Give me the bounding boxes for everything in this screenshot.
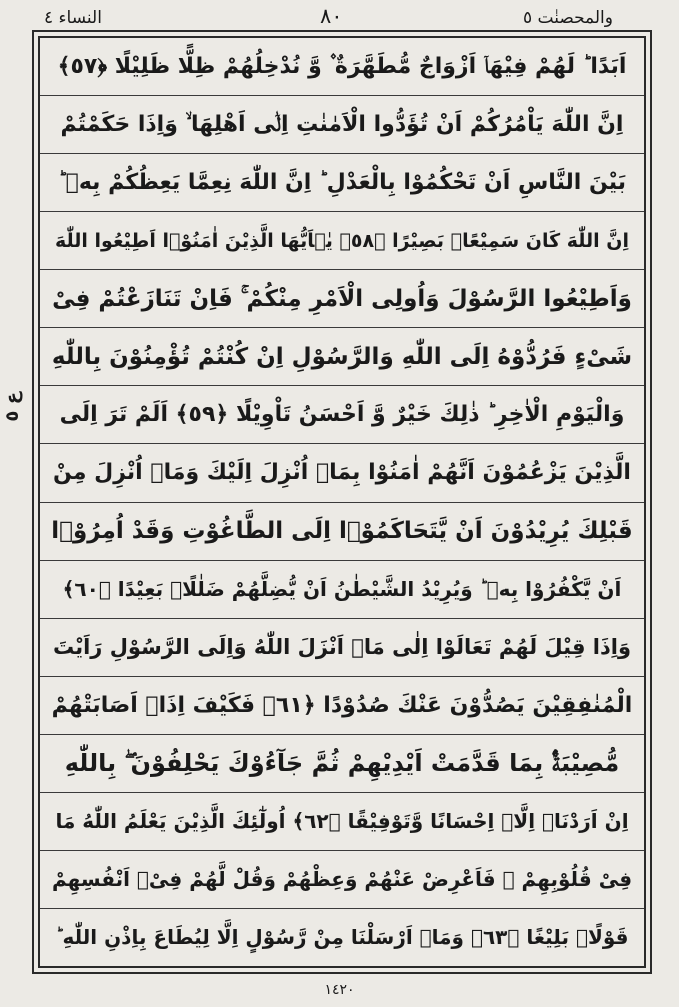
ruku-marker: ع ٥: [2, 392, 23, 422]
text-line: اِنْ اَرَدْنَاۤ اِلَّاۤ اِحْسَانًا وَّتَوْفِيْقًا ﴿٦٢﴾ اُولٰٓئِكَ الَّذِيْنَ يَعْلَمُ اللّٰهُ مَا: [40, 793, 644, 851]
text-line: مُّصِيْبَةٌۢ بِمَا قَدَّمَتْ اَيْدِيْهِمْ ثُمَّ جَآءُوْكَ يَحْلِفُوْنَ ۖ بِاللّٰهِ: [40, 735, 644, 793]
page-header: [0, 4, 679, 32]
text-line: وَالْيَوْمِ الْاٰخِرِ ؕ ذٰلِكَ خَيْرٌ وَّ اَحْسَنُ تَاْوِيْلًا ﴿٥٩﴾ اَلَمْ تَرَ اِلَى: [40, 386, 644, 444]
text-line: الْمُنٰفِقِيْنَ يَصُدُّوْنَ عَنْكَ صُدُوْدًا ﴿٦١﴾ فَكَيْفَ اِذَاۤ اَصَابَتْهُمْ: [40, 677, 644, 735]
juz-name-header: والمحصنٰت ٥: [522, 8, 613, 28]
text-line: شَىْءٍ فَرُدُّوْهُ اِلَى اللّٰهِ وَالرَّسُوْلِ اِنْ كُنْتُمْ تُؤْمِنُوْنَ بِاللّٰهِ: [40, 328, 644, 386]
text-line: قَوْلًاۢ بَلِيْغًا ﴿٦٣﴾ وَمَاۤ اَرْسَلْنَا مِنْ رَّسُوْلٍ اِلَّا لِيُطَاعَ بِاِذْنِ اللّٰهِ ؕ: [55, 925, 629, 950]
text-line: فِىْ قُلُوْبِهِمْ ۗ فَاَعْرِضْ عَنْهُمْ وَعِظْهُمْ وَقُلْ لَّهُمْ فِىْۤ اَنْفُسِهِمْ: [40, 851, 644, 909]
text-line: وَاَطِيْعُوا الرَّسُوْلَ وَاُولِى الْاَمْرِ مِنْكُمْ ۚ فَاِنْ تَنَازَعْتُمْ فِىْ: [40, 270, 644, 328]
page-number: ٨٠: [320, 4, 343, 28]
text-line: اَبَدًا ؕ لَهُمْ فِيْهَاۤ اَزْوَاجٌ مُّطَهَّرَةٌ ۫ وَّ نُدْخِلُهُمْ ظِلًّا ظَلِيْلًا ﴿٥٧﴾: [40, 38, 644, 96]
footer-number: ١٤٢٠: [324, 982, 355, 998]
text-line: اِنَّ اللّٰهَ كَانَ سَمِيْعًاۢ بَصِيْرًا ﴿٥٨﴾ يٰۤاَيُّهَا الَّذِيْنَ اٰمَنُوْۤا اَطِيْعُوا اللّٰهَ: [40, 212, 644, 270]
text-block: [38, 36, 646, 968]
text-line: وَاِذَا قِيْلَ لَهُمْ تَعَالَوْا اِلٰى مَاۤ اَنْزَلَ اللّٰهُ وَاِلَى الرَّسُوْلِ رَاَيْتَ: [40, 619, 644, 677]
surah-name-header: النساء ٤: [44, 8, 102, 28]
text-line: اِنَّ اللّٰهَ يَاْمُرُكُمْ اَنْ تُؤَدُّوا الْاَمٰنٰتِ اِلٰۤى اَهْلِهَا ۙ وَاِذَا حَكَمْتُمْ: [40, 96, 644, 154]
text-line: بَيْنَ النَّاسِ اَنْ تَحْكُمُوْا بِالْعَدْلِ ؕ اِنَّ اللّٰهَ نِعِمَّا يَعِظُكُمْ بِهٖ ؕ: [40, 154, 644, 212]
text-line: اَنْ يَّكْفُرُوْا بِهٖ ؕ وَيُرِيْدُ الشَّيْطٰنُ اَنْ يُّضِلَّهُمْ ضَلٰلًاۢ بَعِيْدًا ﴿٦٠﴾: [40, 561, 644, 619]
text-line: الَّذِيْنَ يَزْعُمُوْنَ اَنَّهُمْ اٰمَنُوْا بِمَاۤ اُنْزِلَ اِلَيْكَ وَمَاۤ اُنْزِلَ مِنْ: [40, 444, 644, 502]
text-line: قَبْلِكَ يُرِيْدُوْنَ اَنْ يَّتَحَاكَمُوْۤا اِلَى الطَّاغُوْتِ وَقَدْ اُمِرُوْۤا: [40, 503, 644, 561]
